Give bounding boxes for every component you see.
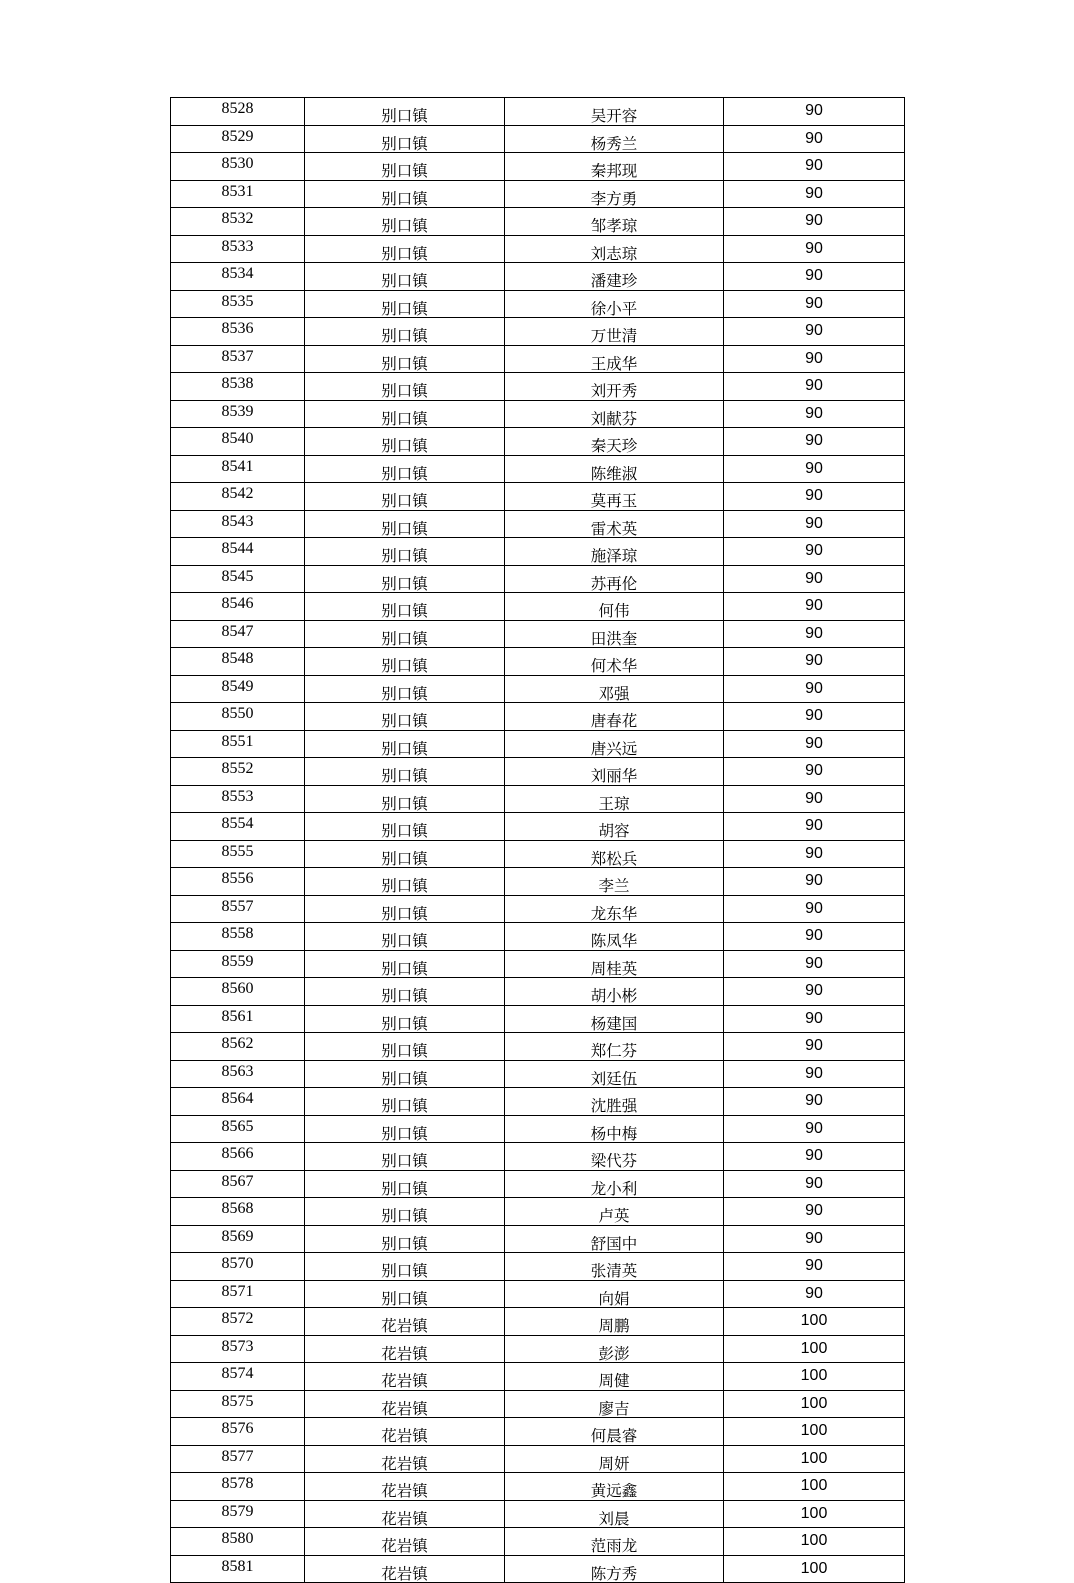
score-cell: 90 [724,510,905,538]
town-cell: 别口镇 [305,978,505,1006]
name-cell: 向娟 [505,1280,724,1308]
score-cell: 90 [724,373,905,401]
table-row [171,373,905,401]
table-row [171,1005,905,1033]
score-cell: 100 [724,1363,905,1391]
score-cell: 90 [724,1198,905,1226]
score-cell: 100 [724,1473,905,1501]
table-row [171,235,905,263]
town-cell: 别口镇 [305,125,505,153]
name-cell: 龙东华 [505,895,724,923]
table-row [171,785,905,813]
score-cell: 90 [724,565,905,593]
town-cell: 花岩镇 [305,1445,505,1473]
row-id-cell: 8564 [171,1088,305,1116]
town-cell: 别口镇 [305,428,505,456]
town-cell: 别口镇 [305,1033,505,1061]
row-id-cell: 8574 [171,1363,305,1391]
row-id-cell: 8547 [171,620,305,648]
row-id-cell: 8560 [171,978,305,1006]
row-id-cell: 8565 [171,1115,305,1143]
name-cell: 何伟 [505,593,724,621]
table-row [171,483,905,511]
row-id-cell: 8562 [171,1033,305,1061]
town-cell: 花岩镇 [305,1418,505,1446]
town-cell: 别口镇 [305,730,505,758]
name-cell: 徐小平 [505,290,724,318]
name-cell: 何晨睿 [505,1418,724,1446]
score-cell: 90 [724,538,905,566]
town-cell: 别口镇 [305,785,505,813]
row-id-cell: 8568 [171,1198,305,1226]
score-cell: 90 [724,730,905,758]
town-cell: 别口镇 [305,895,505,923]
name-cell: 龙小利 [505,1170,724,1198]
name-cell: 郑松兵 [505,840,724,868]
score-cell: 90 [724,620,905,648]
name-cell: 梁代芬 [505,1143,724,1171]
table-row [171,1060,905,1088]
row-id-cell: 8544 [171,538,305,566]
row-id-cell: 8536 [171,318,305,346]
score-cell: 90 [724,400,905,428]
score-cell: 90 [724,180,905,208]
name-cell: 李方勇 [505,180,724,208]
name-cell: 范雨龙 [505,1528,724,1556]
table-row [171,345,905,373]
score-cell: 100 [724,1335,905,1363]
name-cell: 陈方秀 [505,1555,724,1583]
town-cell: 花岩镇 [305,1390,505,1418]
score-cell: 90 [724,1225,905,1253]
score-cell: 90 [724,290,905,318]
table-row [171,263,905,291]
name-cell: 陈维淑 [505,455,724,483]
score-cell: 90 [724,345,905,373]
score-cell: 90 [724,1060,905,1088]
town-cell: 别口镇 [305,1143,505,1171]
row-id-cell: 8578 [171,1473,305,1501]
score-cell: 90 [724,98,905,126]
score-cell: 100 [724,1528,905,1556]
score-cell: 90 [724,978,905,1006]
town-cell: 别口镇 [305,538,505,566]
town-cell: 别口镇 [305,868,505,896]
town-cell: 别口镇 [305,1088,505,1116]
table-row [171,1363,905,1391]
table-row [171,703,905,731]
name-cell: 王成华 [505,345,724,373]
table-row [171,318,905,346]
score-cell: 90 [724,208,905,236]
name-cell: 胡容 [505,813,724,841]
name-cell: 周健 [505,1363,724,1391]
table-row [171,208,905,236]
table-row [171,1500,905,1528]
score-cell: 90 [724,813,905,841]
row-id-cell: 8533 [171,235,305,263]
table-row [171,180,905,208]
row-id-cell: 8556 [171,868,305,896]
town-cell: 花岩镇 [305,1308,505,1336]
score-cell: 90 [724,923,905,951]
table-row [171,1418,905,1446]
score-cell: 90 [724,950,905,978]
name-cell: 卢英 [505,1198,724,1226]
row-id-cell: 8567 [171,1170,305,1198]
row-id-cell: 8580 [171,1528,305,1556]
score-cell: 100 [724,1418,905,1446]
score-cell: 90 [724,785,905,813]
score-cell: 100 [724,1390,905,1418]
score-cell: 100 [724,1445,905,1473]
row-id-cell: 8571 [171,1280,305,1308]
town-cell: 花岩镇 [305,1528,505,1556]
name-cell: 杨秀兰 [505,125,724,153]
row-id-cell: 8532 [171,208,305,236]
table-row [171,950,905,978]
row-id-cell: 8575 [171,1390,305,1418]
row-id-cell: 8561 [171,1005,305,1033]
score-cell: 90 [724,1143,905,1171]
name-cell: 王琼 [505,785,724,813]
row-id-cell: 8543 [171,510,305,538]
score-cell: 90 [724,648,905,676]
score-cell: 90 [724,675,905,703]
table-row [171,895,905,923]
table-row [171,1555,905,1583]
row-id-cell: 8566 [171,1143,305,1171]
score-cell: 90 [724,703,905,731]
score-cell: 90 [724,758,905,786]
table-row [171,565,905,593]
town-cell: 别口镇 [305,840,505,868]
town-cell: 别口镇 [305,1005,505,1033]
row-id-cell: 8529 [171,125,305,153]
name-cell: 周桂英 [505,950,724,978]
score-cell: 90 [724,455,905,483]
name-cell: 黄远鑫 [505,1473,724,1501]
score-cell: 90 [724,428,905,456]
score-cell: 90 [724,1115,905,1143]
name-cell: 沈胜强 [505,1088,724,1116]
score-cell: 100 [724,1500,905,1528]
table-row [171,1225,905,1253]
table-row [171,593,905,621]
name-cell: 郑仁芬 [505,1033,724,1061]
score-cell: 90 [724,1088,905,1116]
table-row [171,455,905,483]
row-id-cell: 8534 [171,263,305,291]
town-cell: 别口镇 [305,1253,505,1281]
name-cell: 刘开秀 [505,373,724,401]
name-cell: 邓强 [505,675,724,703]
row-id-cell: 8576 [171,1418,305,1446]
town-cell: 别口镇 [305,813,505,841]
row-id-cell: 8554 [171,813,305,841]
town-cell: 别口镇 [305,1198,505,1226]
name-cell: 李兰 [505,868,724,896]
table-row [171,978,905,1006]
town-cell: 别口镇 [305,290,505,318]
score-cell: 90 [724,1005,905,1033]
row-id-cell: 8555 [171,840,305,868]
table-row [171,923,905,951]
town-cell: 别口镇 [305,98,505,126]
town-cell: 别口镇 [305,648,505,676]
row-id-cell: 8569 [171,1225,305,1253]
town-cell: 别口镇 [305,675,505,703]
row-id-cell: 8542 [171,483,305,511]
table-row [171,730,905,758]
table-row [171,1253,905,1281]
score-cell: 90 [724,1253,905,1281]
name-cell: 张清英 [505,1253,724,1281]
town-cell: 别口镇 [305,345,505,373]
town-cell: 别口镇 [305,318,505,346]
row-id-cell: 8545 [171,565,305,593]
name-cell: 雷术英 [505,510,724,538]
name-cell: 唐春花 [505,703,724,731]
name-cell: 陈凤华 [505,923,724,951]
name-cell: 潘建珍 [505,263,724,291]
table-row [171,675,905,703]
town-cell: 别口镇 [305,565,505,593]
town-cell: 花岩镇 [305,1473,505,1501]
row-id-cell: 8563 [171,1060,305,1088]
town-cell: 别口镇 [305,235,505,263]
row-id-cell: 8541 [171,455,305,483]
table-row [171,840,905,868]
row-id-cell: 8530 [171,153,305,181]
row-id-cell: 8572 [171,1308,305,1336]
name-cell: 周鹏 [505,1308,724,1336]
name-cell: 唐兴远 [505,730,724,758]
town-cell: 别口镇 [305,923,505,951]
row-id-cell: 8553 [171,785,305,813]
name-cell: 田洪奎 [505,620,724,648]
town-cell: 别口镇 [305,620,505,648]
town-cell: 花岩镇 [305,1363,505,1391]
town-cell: 别口镇 [305,455,505,483]
name-cell: 刘廷伍 [505,1060,724,1088]
name-cell: 施泽琼 [505,538,724,566]
name-cell: 万世清 [505,318,724,346]
row-id-cell: 8552 [171,758,305,786]
row-id-cell: 8528 [171,98,305,126]
town-cell: 别口镇 [305,263,505,291]
score-cell: 90 [724,1170,905,1198]
town-cell: 花岩镇 [305,1555,505,1583]
table-row [171,153,905,181]
score-cell: 90 [724,895,905,923]
score-cell: 90 [724,318,905,346]
name-cell: 刘丽华 [505,758,724,786]
score-cell: 100 [724,1308,905,1336]
row-id-cell: 8558 [171,923,305,951]
town-cell: 别口镇 [305,1280,505,1308]
table-row [171,1280,905,1308]
name-cell: 刘志琼 [505,235,724,263]
row-id-cell: 8570 [171,1253,305,1281]
row-id-cell: 8573 [171,1335,305,1363]
row-id-cell: 8579 [171,1500,305,1528]
name-cell: 杨建国 [505,1005,724,1033]
name-cell: 胡小彬 [505,978,724,1006]
name-cell: 周妍 [505,1445,724,1473]
table-row [171,1170,905,1198]
name-cell: 何术华 [505,648,724,676]
row-id-cell: 8549 [171,675,305,703]
name-cell: 邹孝琼 [505,208,724,236]
table-row [171,428,905,456]
score-cell: 90 [724,840,905,868]
table-body [171,98,905,1583]
town-cell: 别口镇 [305,950,505,978]
name-cell: 舒国中 [505,1225,724,1253]
table-row [171,290,905,318]
table-row [171,648,905,676]
name-cell: 秦邦现 [505,153,724,181]
town-cell: 别口镇 [305,758,505,786]
town-cell: 别口镇 [305,180,505,208]
table-row [171,1198,905,1226]
table-row [171,510,905,538]
table-row [171,1473,905,1501]
row-id-cell: 8550 [171,703,305,731]
row-id-cell: 8540 [171,428,305,456]
table-row [171,868,905,896]
town-cell: 花岩镇 [305,1500,505,1528]
town-cell: 别口镇 [305,483,505,511]
name-cell: 莫再玉 [505,483,724,511]
row-id-cell: 8559 [171,950,305,978]
town-cell: 别口镇 [305,1115,505,1143]
row-id-cell: 8537 [171,345,305,373]
town-cell: 别口镇 [305,510,505,538]
row-id-cell: 8531 [171,180,305,208]
row-id-cell: 8551 [171,730,305,758]
score-cell: 90 [724,483,905,511]
data-table [170,97,905,1583]
score-cell: 100 [724,1555,905,1583]
town-cell: 别口镇 [305,400,505,428]
name-cell: 杨中梅 [505,1115,724,1143]
name-cell: 彭澎 [505,1335,724,1363]
table-row [171,125,905,153]
name-cell: 吴开容 [505,98,724,126]
town-cell: 别口镇 [305,703,505,731]
table-row [171,813,905,841]
table-row [171,1033,905,1061]
row-id-cell: 8581 [171,1555,305,1583]
score-cell: 90 [724,1033,905,1061]
table-row [171,1335,905,1363]
score-cell: 90 [724,868,905,896]
row-id-cell: 8538 [171,373,305,401]
table-row [171,1308,905,1336]
row-id-cell: 8577 [171,1445,305,1473]
table-row [171,400,905,428]
row-id-cell: 8546 [171,593,305,621]
score-cell: 90 [724,235,905,263]
name-cell: 刘献芬 [505,400,724,428]
town-cell: 别口镇 [305,593,505,621]
table-row [171,620,905,648]
table-row [171,538,905,566]
table-row [171,758,905,786]
town-cell: 别口镇 [305,1060,505,1088]
row-id-cell: 8539 [171,400,305,428]
table-row [171,1088,905,1116]
score-cell: 90 [724,1280,905,1308]
table-row [171,1115,905,1143]
town-cell: 花岩镇 [305,1335,505,1363]
score-cell: 90 [724,263,905,291]
row-id-cell: 8557 [171,895,305,923]
name-cell: 刘晨 [505,1500,724,1528]
table-row [171,1528,905,1556]
town-cell: 别口镇 [305,373,505,401]
town-cell: 别口镇 [305,153,505,181]
score-cell: 90 [724,593,905,621]
score-cell: 90 [724,153,905,181]
town-cell: 别口镇 [305,1170,505,1198]
row-id-cell: 8548 [171,648,305,676]
table-row [171,1445,905,1473]
name-cell: 苏再伦 [505,565,724,593]
score-cell: 90 [724,125,905,153]
table-row [171,1143,905,1171]
town-cell: 别口镇 [305,208,505,236]
row-id-cell: 8535 [171,290,305,318]
table-row [171,1390,905,1418]
name-cell: 秦天珍 [505,428,724,456]
town-cell: 别口镇 [305,1225,505,1253]
name-cell: 廖吉 [505,1390,724,1418]
table-row [171,98,905,126]
